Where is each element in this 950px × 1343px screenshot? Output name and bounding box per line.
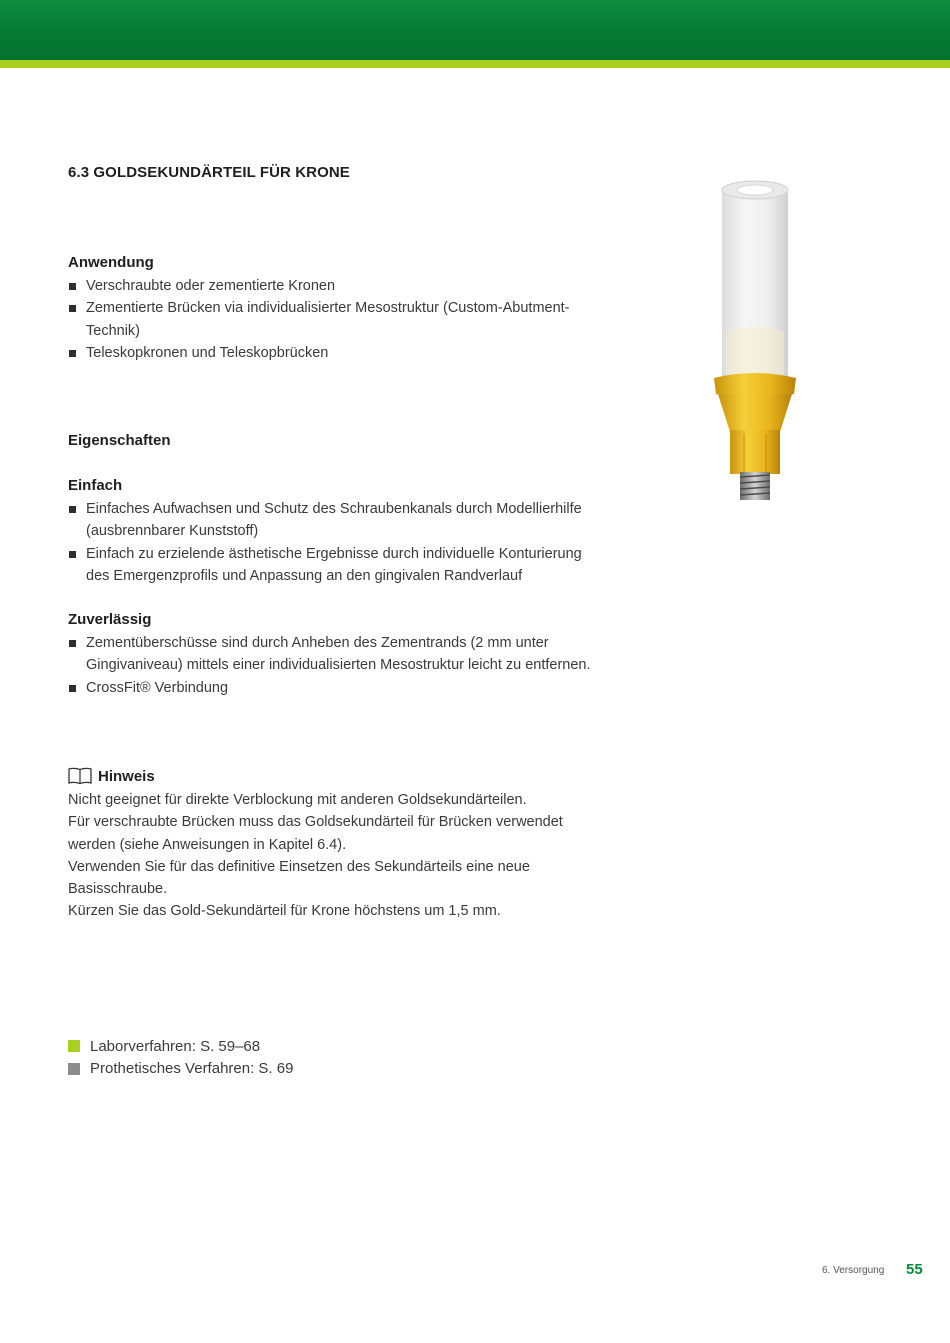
book-icon — [68, 767, 92, 785]
footer-section-label: 6. Versorgung — [822, 1265, 885, 1276]
bullet-square-icon — [69, 506, 76, 513]
bullet-square-icon — [69, 305, 76, 312]
zuverlaessig-list — [68, 632, 628, 699]
gold-abutment-illustration — [700, 172, 810, 507]
gray-square-icon — [68, 1063, 80, 1075]
einfach-list — [68, 498, 608, 587]
anwendung-list — [68, 275, 608, 364]
bullet-square-icon — [69, 551, 76, 558]
eigenschaften-heading: Eigenschaften — [68, 432, 171, 449]
bullet-square-icon — [69, 640, 76, 647]
list-item: CrossFit® Verbindung — [68, 677, 628, 699]
bullet-square-icon — [69, 350, 76, 357]
hinweis-line: Basisschraube. — [68, 881, 168, 898]
zuverlaessig-heading: Zuverlässig — [68, 611, 152, 628]
list-item: Zementüberschüsse sind durch Anheben des Zementrands (2 mm unter Gingivaniveau) mittels einer individualisierten Mesostruktur leicht zu entfernen. — [68, 632, 628, 677]
procedure-legend — [68, 1035, 293, 1080]
hinweis-line: Für verschraubte Brücken muss das Goldsekundärteil für Brücken verwendet — [68, 814, 563, 831]
hinweis-line: Kürzen Sie das Gold-Sekundärteil für Krone höchstens um 1,5 mm. — [68, 903, 501, 920]
hinweis-heading: Hinweis — [98, 767, 155, 785]
hinweis-body — [68, 789, 588, 923]
hinweis-line: Nicht geeignet für direkte Verblockung mit anderen Goldsekundärteilen. — [68, 792, 527, 808]
page-number: 55 — [906, 1261, 923, 1278]
einfach-heading: Einfach — [68, 477, 123, 494]
header-stripe — [0, 60, 950, 68]
legend-item-laborverfahren: Laborverfahren: S. 59–68 — [68, 1035, 293, 1058]
bullet-square-icon — [69, 685, 76, 692]
page-title: 6.3 GOLDSEKUNDÄRTEIL FÜR KRONE — [68, 164, 350, 181]
anwendung-heading: Anwendung — [68, 254, 154, 271]
list-item: Zementierte Brücken via individualisierter Mesostruktur (Custom-Abutment- Technik) — [68, 297, 608, 342]
legend-item-prothetisches-verfahren: Prothetisches Verfahren: S. 69 — [68, 1058, 293, 1081]
hinweis-line: Verwenden Sie für das definitive Einsetzen des Sekundärteils eine neue — [68, 858, 530, 875]
bullet-square-icon — [69, 283, 76, 290]
list-item: Verschraubte oder zementierte Kronen — [68, 275, 608, 297]
header-band — [0, 0, 950, 60]
hinweis-line: werden (siehe Anweisungen in Kapitel 6.4). — [68, 836, 347, 853]
list-item: Einfaches Aufwachsen und Schutz des Schraubenkanals durch Modellierhilfe (ausbrennbarer Kunststoff) — [68, 498, 608, 543]
lime-square-icon — [68, 1040, 80, 1052]
list-item: Teleskopkronen und Teleskopbrücken — [68, 342, 608, 364]
list-item: Einfach zu erzielende ästhetische Ergebnisse durch individuelle Konturierung des Emergenzprofils und Anpassung an den gingivalen Randverlauf — [68, 543, 608, 588]
hinweis-header — [68, 767, 155, 785]
